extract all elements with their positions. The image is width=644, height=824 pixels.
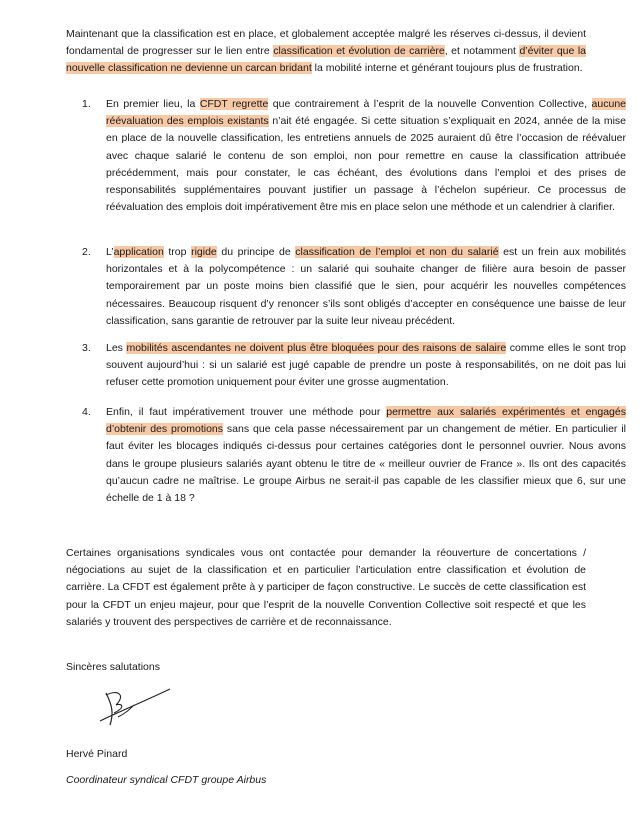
list-item — [82, 404, 626, 505]
highlight: rigide — [191, 246, 217, 258]
item-text: sans que cela passe nécessairement par un changement de métier. En particulier il faut éviter les blocages indiqués ci-dessus pour certaines catégories dont le personnel ouvrier. Nous avons dans le groupe plusieurs salariés ayant obtenu le titre de « meilleur ouvrier de France ». Ils ont des capacités qu’aucun cadre ne maîtrise. Le groupe Airbus ne serait-il pas capable de les classifier mieux que 6, sur une échelle de 1 à 18 ? — [106, 423, 626, 505]
item-text: En premier lieu, la — [106, 98, 200, 110]
signer-title: Coordinateur syndical CFDT groupe Airbus — [66, 774, 267, 786]
handwritten-signature — [96, 683, 176, 733]
item-text: trop — [163, 246, 192, 258]
item-text: Enfin, il faut impérativement trouver une méthode pour — [106, 406, 387, 418]
list-item — [82, 244, 626, 340]
item-text: du principe de — [216, 246, 296, 258]
intro-text-2: , et notamment — [444, 45, 520, 58]
item-number: 2. — [82, 246, 91, 258]
highlight: classification de l’emploi et non du salarié — [295, 246, 499, 258]
highlight: application — [113, 246, 164, 258]
item-number: 4. — [82, 406, 91, 418]
greeting: Sincères salutations — [66, 661, 160, 673]
highlight: mobilités ascendantes ne doivent plus être bloquées pour des raisons de salaire — [126, 342, 507, 354]
item-number: 3. — [82, 342, 91, 354]
item-number: 1. — [82, 98, 91, 110]
highlight-carcan: d’éviter que la nouvelle classification ne devienne un carcan bridant — [66, 45, 587, 75]
item-text: comme elles le sont trop souvent aujourd’hui : si un salarié est jugé capable de prendre un poste à responsabilités, on ne doit pas lui refuser cette promotion uniquement pour éviter une grosse augmentation. — [106, 342, 626, 389]
item-text: L’ — [106, 246, 114, 258]
intro-text-3: la mobilité interne et générant toujours plus de frustration. — [311, 62, 583, 75]
item-text: est un frein aux mobilités horizontales et à la polycompétence : un salarié qui souhaite changer de filière aura besoin de passer temporairement par un poste moins bien classifié que le sien, pour acquérir les nouvelles compétences nécessaires. Beaucoup risquent d’y renoncer s’ils sont obligés d’accepter en conséquence une baisse de leur classification, sans garantie de retrouver par la suite leur niveau précédent. — [106, 246, 626, 327]
signer-name: Hervé Pinard — [66, 748, 128, 760]
intro-text-1: Maintenant que la classification est en place, et globalement acceptée malgré les réserves ci-dessus, il devient fondamental de progresser sur le lien entre — [66, 28, 586, 58]
list-item — [82, 340, 626, 404]
item-text: que contrairement à l’esprit de la nouvelle Convention Collective, — [268, 98, 592, 110]
item-text: n’ait été engagée. Si cette situation s’expliquait en 2024, année de la mise en place de la nouvelle classification, les entretiens annuels de 2025 auraient dû être l’occasion de réévaluer avec chaque salarié le contenu de son emploi, non pour remettre en cause la classification attribuée précédemment, mais pour constater, le cas échéant, des évolutions dans l’emploi et des prises de responsabilités supplémentaires pouvant justifier un passage à l’échelon supérieur. Ce processus de réévaluation des emplois doit impérativement être mis en place selon une méthode et un calendrier à clarifier. — [106, 115, 626, 214]
closing-paragraph: Certaines organisations syndicales vous ont contactée pour demander la réouverture de concertations / négociations au sujet de la classification et en particulier l’articulation entre classification et évolution de carrière. La CFDT est également prête à y participer de façon constructive. Le succès de cette classification est pour la CFDT un enjeu majeur, pour que l’esprit de la nouvelle Convention Collective soit respecté et que les salariés y trouvent des perspectives de carrière et de reconnaissance. — [66, 547, 586, 628]
highlight-classification-carriere: classification et évolution de carrière — [273, 45, 445, 58]
intro-paragraph — [66, 26, 586, 78]
list-item — [82, 96, 626, 244]
highlight: permettre aux salariés expérimentés et engagés d’obtenir des promotions — [106, 406, 626, 436]
highlight: aucune réévaluation des emplois existants — [106, 98, 626, 128]
item-text: Les — [106, 342, 127, 354]
highlight: CFDT regrette — [199, 98, 269, 110]
demands-list — [66, 96, 626, 504]
